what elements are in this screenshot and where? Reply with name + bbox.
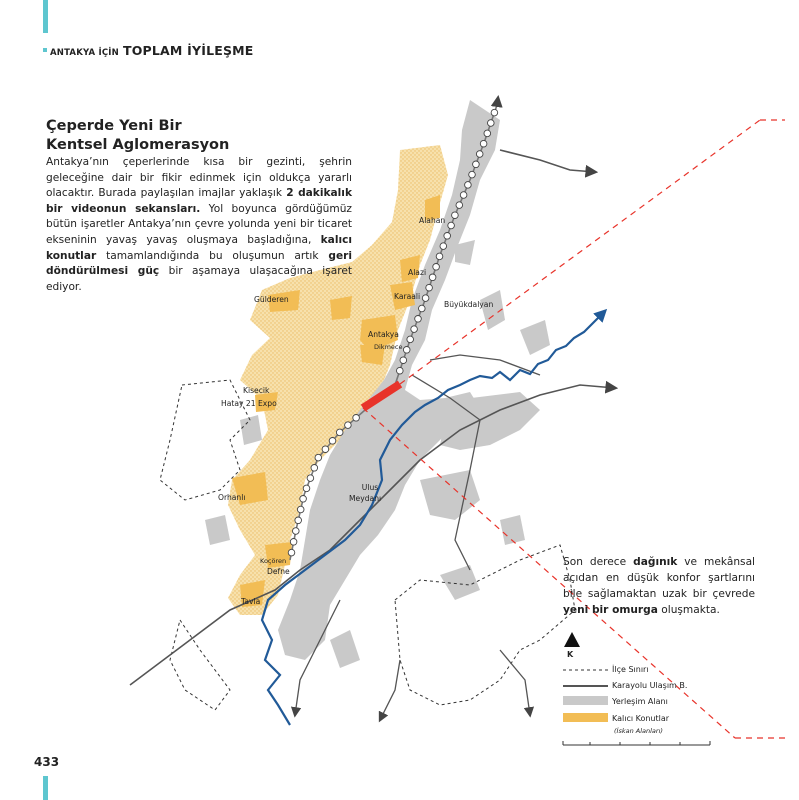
station-marker [448, 222, 455, 229]
place-label-ulus: Ulus [361, 483, 379, 492]
legend-district-border: İlçe Sınırı [612, 665, 649, 674]
text-segment: oluşmakta. [657, 604, 720, 616]
text-segment: tamamlandığında bu oluşumun artık [96, 249, 329, 262]
text-segment: ve mekânsal açıdan en düşük konfor şartlarını bile sağlamaktan uzak bir çevrede [563, 556, 755, 600]
station-marker [465, 182, 472, 189]
station-marker [488, 120, 495, 127]
place-label-kisecik: Kisecik [243, 386, 270, 395]
station-marker [303, 485, 310, 492]
station-marker [491, 109, 498, 116]
legend-highway: Karayolu Ulaşım B. [612, 681, 688, 690]
text-segment: Yol boyunca gördüğümüz bütün işaretler Antakya’nın çevre yolunda yeni bir ticaret ekseninin yavaş yavaş oluşmaya başladığına, [46, 202, 352, 246]
settlement-patch [420, 470, 480, 520]
legend-housing-sub: (İskan Alanları) [614, 727, 663, 735]
station-marker [426, 284, 433, 291]
district-boundary [395, 545, 575, 705]
place-label-kocoren: Koçören [260, 557, 287, 565]
station-marker [452, 212, 459, 219]
place-label-gulderen: Gülderen [254, 295, 289, 304]
page-number: 433 [34, 755, 60, 769]
housing-area [330, 296, 352, 320]
station-marker [290, 539, 297, 546]
article-title [46, 117, 346, 155]
station-marker [353, 415, 360, 422]
section-title-big: TOPLAM İYİLEŞME [122, 43, 254, 58]
station-marker [444, 233, 451, 240]
text-segment: bir aşamaya ulaşacağına işaret ediyor. [46, 265, 352, 293]
place-label-defne: Defne [267, 567, 290, 576]
text-segment: Antakya’nın çeperlerinde kısa bir gezinti, şehrin geleceğine dair bir fikir edinmek için oldukça yararlı olacaktır. Burada paylaşılan imajlar yaklaşık [46, 156, 352, 200]
text-segment: Son derece [563, 556, 634, 568]
settlement-patch [240, 415, 262, 445]
station-marker [415, 316, 422, 323]
station-marker [456, 202, 463, 209]
place-label-meydani: Meydanı [349, 494, 382, 503]
station-marker [311, 465, 318, 472]
station-marker [403, 347, 410, 354]
station-marker [473, 161, 480, 168]
station-marker [422, 295, 429, 302]
station-marker [411, 326, 418, 333]
article-title-line2: Kentsel Aglomerasyon [46, 137, 230, 153]
station-marker [476, 151, 483, 158]
place-label-antakya: Antakya [368, 330, 399, 339]
highway [500, 650, 530, 715]
place-label-karaali: Karaali [394, 292, 421, 301]
station-marker [300, 496, 307, 503]
place-label-tavla: Tavla [241, 597, 261, 606]
settlement-patch [330, 630, 360, 668]
station-marker [419, 305, 426, 312]
article-paragraph [46, 155, 352, 295]
station-marker [345, 422, 352, 429]
station-marker [469, 171, 476, 178]
text-bold-segment: geri döndürülmesi güç [46, 249, 352, 278]
station-marker [440, 243, 447, 250]
text-bold-segment: kalıcı konutlar [46, 233, 352, 262]
station-marker [297, 506, 304, 513]
station-marker [436, 253, 443, 260]
station-marker [322, 446, 329, 453]
legend-settlement-swatch [563, 696, 608, 705]
place-label-buyukdalyan: Büyükdalyan [444, 300, 494, 309]
station-marker [433, 264, 440, 271]
text-bold-segment: dağınık [633, 556, 678, 568]
highway [380, 660, 400, 720]
station-marker [397, 367, 404, 374]
station-marker [460, 192, 467, 199]
station-marker [336, 429, 343, 436]
text-bold-segment: 2 dakikalık bir videonun sekansları. [46, 187, 352, 215]
bottom-accent-bar [43, 776, 48, 800]
ring-road-arrow [497, 98, 498, 105]
station-marker [329, 438, 336, 445]
legend-housing-swatch [563, 713, 608, 722]
station-marker [400, 357, 407, 364]
legend-housing: Kalıcı Konutlar [612, 714, 670, 723]
north-arrow-icon [564, 632, 580, 647]
article-title-line1: Çeperde Yeni Bir [46, 118, 182, 134]
station-marker [484, 130, 491, 137]
section-title-small: ANTAKYA İÇİN [50, 48, 119, 58]
station-marker [429, 274, 436, 281]
place-label-alazi: Alazi [408, 268, 427, 277]
scale-bar [563, 741, 710, 745]
station-marker [295, 517, 302, 524]
station-marker [480, 140, 487, 147]
callout-text [563, 554, 755, 618]
place-label-alahan: Alahan [419, 216, 446, 225]
station-marker [315, 454, 322, 461]
place-label-orhanli: Orhanlı [218, 493, 246, 502]
article-body [46, 155, 352, 295]
settlement-patch [520, 320, 550, 355]
place-label-hatay-expo: Hatay 21 Expo [221, 399, 277, 408]
place-label-dikmece: Dikmece [374, 343, 403, 351]
settlement-patch [205, 515, 230, 545]
station-marker [293, 528, 300, 535]
north-label: K [567, 650, 574, 659]
station-marker [307, 475, 314, 482]
text-bold-segment: yeni bir omurga [563, 604, 658, 616]
legend-settlement: Yerleşim Alanı [612, 697, 668, 706]
station-marker [288, 549, 295, 556]
station-marker [407, 336, 414, 343]
highway [500, 150, 595, 172]
